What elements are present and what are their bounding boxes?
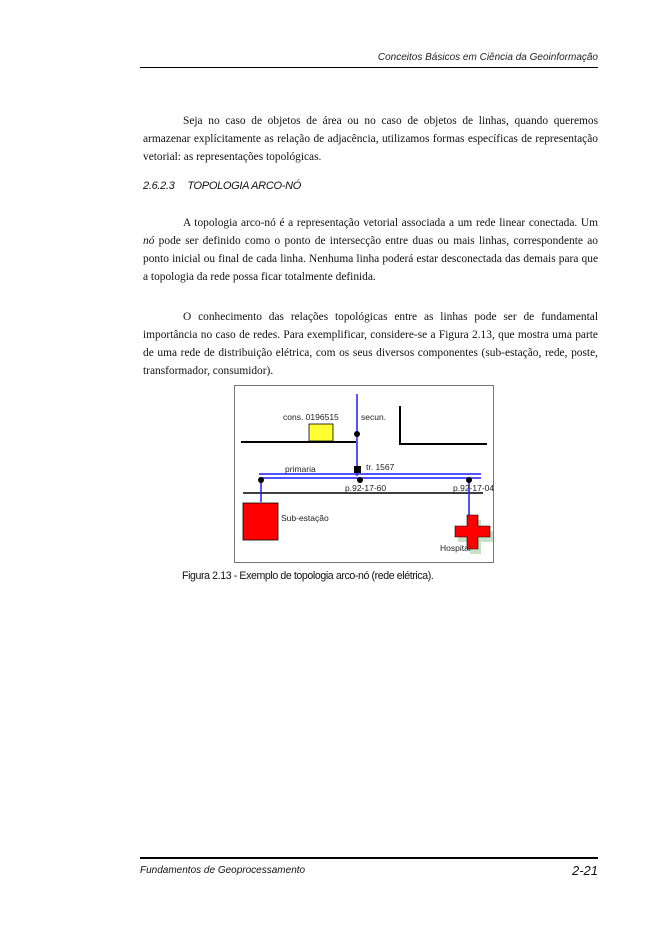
label-substation: Sub-estação: [281, 513, 329, 523]
label-pole-2: p.92-17-04: [453, 483, 495, 493]
figure-network-diagram: [234, 385, 494, 563]
footer-rule: [140, 857, 598, 859]
page-number: 2-21: [571, 863, 598, 878]
section-title: TOPOLOGIA ARCO-NÓ: [187, 180, 301, 192]
label-consumer: cons. 0196515: [283, 412, 339, 422]
substation-box: [243, 503, 278, 540]
footer-title: Fundamentos de Geoprocessamento: [140, 865, 306, 876]
section-heading: [143, 180, 301, 192]
label-transformer: tr. 1567: [366, 462, 395, 472]
label-hospital: Hospital: [440, 543, 471, 553]
header-rule: [140, 67, 598, 68]
paragraph-1: Seja no caso de objetos de área ou no caso de objetos de linhas, quando queremos armazenar explícitamente as relação de adjacência, utilizamos formas específicas de representação vetorial: as representações topológicas.: [143, 115, 598, 163]
node-pole-left: [258, 477, 264, 483]
street-line-right: [400, 406, 487, 444]
running-header: Conceitos Básicos em Ciência da Geoinformação: [377, 52, 598, 63]
node-secondary: [354, 431, 360, 437]
paragraph-3: O conhecimento das relações topológicas entre as linhas pode ser de fundamental importância no caso de redes. Para exemplificar, considere-se a Figura 2.13, que mostra uma parte de uma rede de distribuição elétrica, com os seus diversos componentes (sub-estação, rede, poste, transformador, consumidor).: [143, 311, 598, 377]
consumer-box: [309, 424, 333, 441]
section-number: 2.6.2.3: [143, 180, 175, 192]
figure-caption: Figura 2.13 - Exemplo de topologia arco-nó (rede elétrica).: [182, 570, 434, 582]
paragraph-2-end: pode ser definido como o ponto de intersecção entre duas ou mais linhas, correspondente ao ponto inicial ou final de cada linha. Nenhuma linha poderá estar desconectada das demais para que a topologia da rede possa ficar totalmente definida.: [143, 235, 598, 283]
paragraph-2: [143, 214, 598, 286]
paragraph-2-start: A topologia arco-nó é a representação vetorial associada a um rede linear conectada. Um: [183, 217, 598, 229]
emphasis-no: nó: [143, 235, 155, 247]
transformer-node: [354, 466, 361, 473]
label-secondary: secun.: [361, 412, 387, 422]
label-pole-1: p.92-17-60: [345, 483, 387, 493]
label-primary: primaria: [285, 464, 316, 474]
